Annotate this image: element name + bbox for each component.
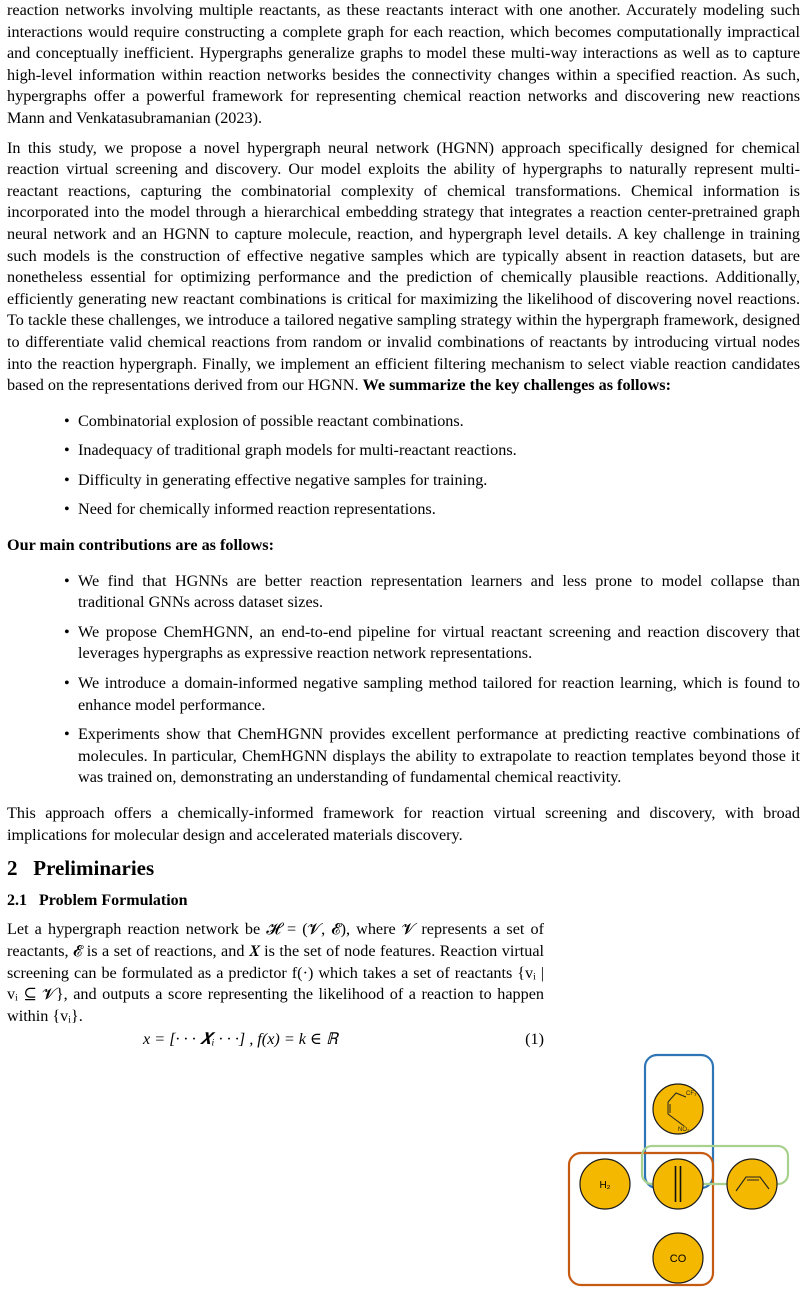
list-item: • We introduce a domain-informed negative sampling method tailored for reaction learning, which is found to enhance model performance. [7, 673, 800, 716]
equation-number: (1) [525, 1030, 544, 1049]
section-heading: 2 Preliminaries [7, 856, 155, 881]
equation-1 [7, 1029, 544, 1051]
molecule-label-cf3: CF₃ [686, 1091, 697, 1097]
list-item: • Need for chemically informed reaction representations. [7, 499, 800, 521]
molecule-node-co [653, 1233, 703, 1283]
contributions-list [7, 571, 800, 789]
intro-paragraph: reaction networks involving multiple reactants, as these reactants interact with one another. Accurately modeling such interactions would require constructing a complete graph for each reaction, which becomes computationally impractical and conceptually inefficient. Hypergraphs generalize graphs to model these multi-way interactions as well as to capture high-level information within reaction networks besides the connectivity changes within a specified reaction. As such, hypergraphs offer a powerful framework for representing chemical reaction networks and discovering new reactions Mann and Venkatasubramanian (2023). [7, 1, 800, 127]
molecule-node-alkyne [653, 1159, 703, 1209]
formulation-paragraph: Let a hypergraph reaction network be 𝓗 = (𝓥, 𝓔), where 𝓥 represents a set of reactants, 𝓔 is a set of reactions, and 𝑿 is the set of node features. Reaction virtual screening can be formulated as a predictor f(·) which takes a set of reactants {vᵢ | vᵢ ⊆ 𝓥}, and outputs a score representing the likelihood of a reaction to happen within {vᵢ}. [7, 920, 544, 1025]
list-item: • Experiments show that ChemHGNN provides excellent performance at predicting reactive combinations of molecules. In particular, ChemHGNN displays the ability to extrapolate to reaction templates beyond those it was trained on, demonstrating an understanding of fundamental chemical reactivity. [7, 724, 800, 789]
molecule-node-diene [727, 1159, 777, 1209]
molecule-label-co: CO [669, 1253, 687, 1265]
molecule-node-cf3-no2 [653, 1084, 703, 1134]
closing-paragraph: This approach offers a chemically-informed framework for reaction virtual screening and discovery, with broad implications for molecular design and accelerated materials discovery. [7, 804, 800, 844]
paper-page [7, 0, 800, 1051]
challenges-list [7, 411, 800, 521]
subsection-heading: 2.1 Problem Formulation [7, 891, 188, 909]
list-item: • We propose ChemHGNN, an end-to-end pipeline for virtual reactant screening and reaction discovery that leverages hypergraphs as expressive reaction network representations. [7, 622, 800, 665]
study-paragraph-text: In this study, we propose a novel hypergraph neural network (HGNN) approach specifically designed for chemical reaction virtual screening and discovery. Our model exploits the ability of hypergraphs to naturally represent multi-reactant reactions, capturing the combinatorial complexity of chemical transformations. Chemical information is incorporated into the model through a hierarchical embedding strategy that integrates a reaction center-pretrained graph neural network and an HGNN to capture molecule, reaction, and hypergraph level details. A key challenge in training such models is the construction of effective negative samples which are typically absent in reaction datasets, but are nonetheless essential for optimizing performance and the prediction of chemically plausible reactions. Additionally, efficiently generating new reactant combinations is critical for maximizing the likelihood of discovering novel reactions. To tackle these challenges, we introduce a tailored negative sampling strategy within the hypergraph framework, designed to differentiate valid chemical reactions from random or invalid combinations of reactants by introducing virtual nodes into the reaction hypergraph. Finally, we implement an efficient filtering mechanism to select viable reaction candidates based on the representations derived from our HGNN. [7, 138, 800, 395]
list-item: • Inadequacy of traditional graph models for multi-reactant reactions. [7, 440, 800, 462]
hypergraph-figure [566, 1053, 792, 1289]
contributions-heading: Our main contributions are as follows: [7, 536, 274, 555]
molecule-node-h2 [580, 1159, 630, 1209]
molecule-label-no2: NO₂ [678, 1127, 690, 1133]
list-item: • Combinatorial explosion of possible reactant combinations. [7, 411, 800, 433]
equation-expression: x = [· · · 𝑿ᵢ · · ·] , f(x) = k ∈ ℝ [143, 1030, 338, 1049]
challenges-lead: We summarize the key challenges as follows: [362, 376, 672, 395]
list-item: • We find that HGNNs are better reaction representation learners and less prone to model collapse than traditional GNNs across dataset sizes. [7, 571, 800, 614]
molecule-label-h2: H₂ [599, 1180, 611, 1191]
study-paragraph [7, 138, 800, 397]
list-item: • Difficulty in generating effective negative samples for training. [7, 470, 800, 492]
